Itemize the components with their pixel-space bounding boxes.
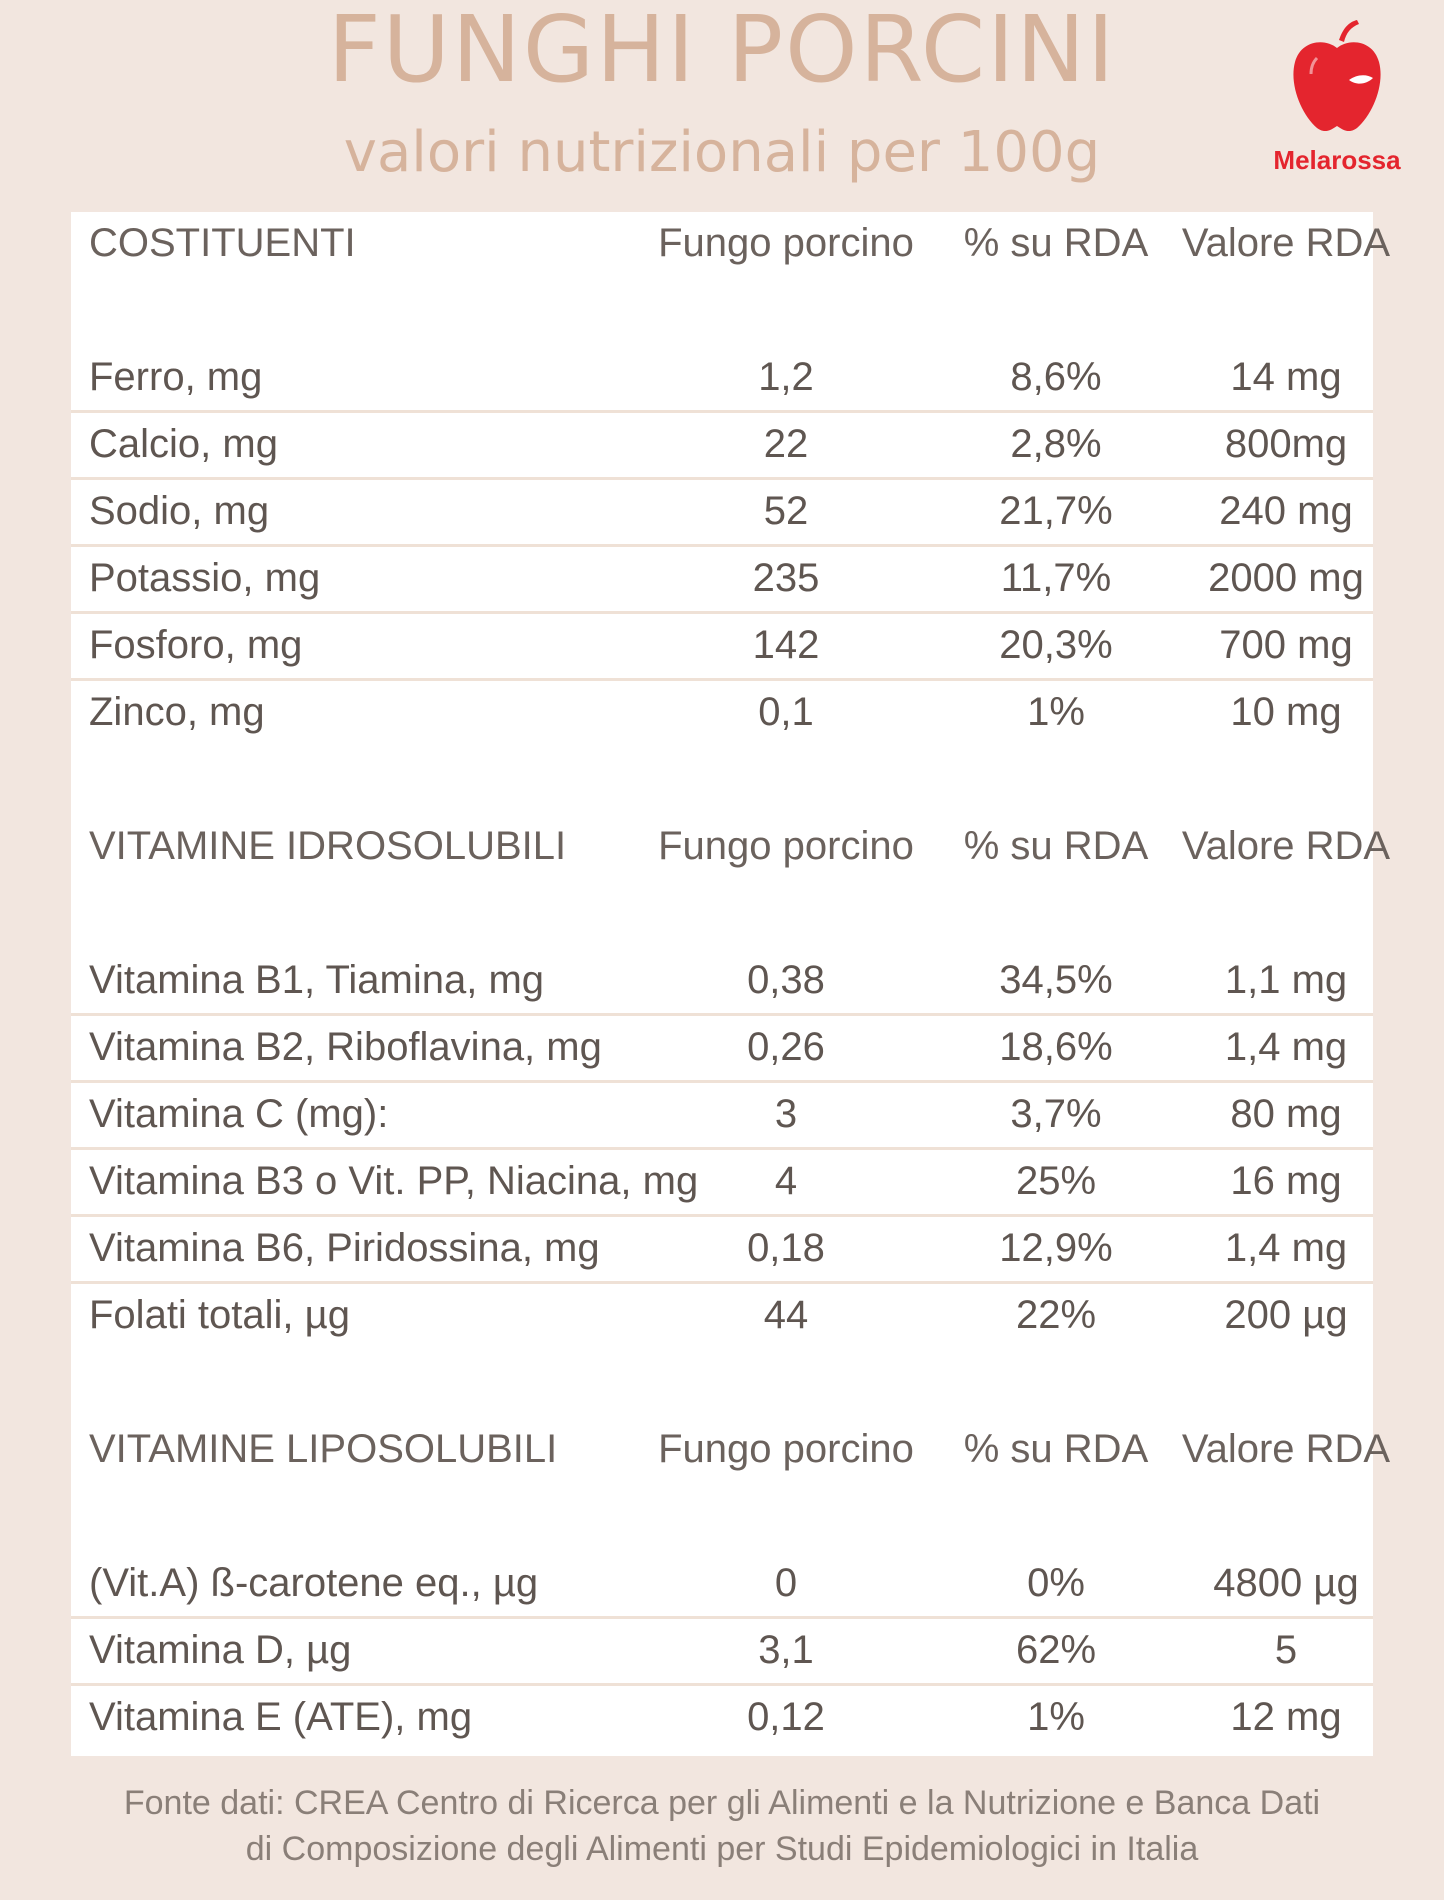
nutrient-rda-value: 700 mg <box>1219 623 1353 667</box>
nutrient-pct-rda: 1% <box>1027 690 1085 734</box>
nutrient-pct-rda: 8,6% <box>1010 355 1102 399</box>
table-row <box>71 545 1373 614</box>
page-subtitle: valori nutrizionali per 100g <box>343 120 1101 185</box>
apple-icon <box>1287 18 1387 136</box>
section-heading: VITAMINE IDROSOLUBILI <box>89 824 567 868</box>
column-header-food: Fungo porcino <box>658 221 914 265</box>
table-row <box>71 947 1373 1016</box>
section-header <box>71 1416 1391 1482</box>
nutrient-name: Vitamina B6, Piridossina, mg <box>89 1226 600 1270</box>
nutrient-amount: 0,18 <box>747 1226 825 1270</box>
nutrient-amount: 22 <box>763 422 809 466</box>
nutrient-pct-rda: 25% <box>1015 1159 1097 1203</box>
section-header <box>71 813 1391 879</box>
nutrient-rda-value: 16 mg <box>1230 1159 1342 1203</box>
nutrient-rda-value: 800mg <box>1224 422 1348 466</box>
nutrition-table <box>71 212 1391 1756</box>
nutrient-name: Sodio, mg <box>89 489 270 533</box>
brand-name: Melarossa <box>1273 145 1401 175</box>
nutrient-name: (Vit.A) ß-carotene eq., µg <box>89 1561 539 1605</box>
nutrient-name: Vitamina B1, Tiamina, mg <box>89 958 545 1002</box>
nutrient-rda-value: 240 mg <box>1219 489 1353 533</box>
nutrient-pct-rda: 18,6% <box>999 1025 1113 1069</box>
source-note <box>0 1780 1444 1872</box>
column-header-pct-rda: % su RDA <box>963 221 1149 265</box>
column-header-rda-value: Valore RDA <box>1181 824 1391 868</box>
nutrient-amount: 4 <box>774 1159 798 1203</box>
nutrient-amount: 0,38 <box>747 958 825 1002</box>
nutrient-amount: 0,26 <box>747 1025 825 1069</box>
source-line-2: di Composizione degli Alimenti per Studi Epidemiologici in Italia <box>245 1830 1199 1868</box>
nutrient-name: Vitamina E (ATE), mg <box>89 1695 473 1739</box>
nutrient-name: Zinco, mg <box>89 690 265 734</box>
nutrient-pct-rda: 22% <box>1015 1293 1097 1337</box>
nutrient-rda-value: 80 mg <box>1230 1092 1342 1136</box>
nutrient-name: Potassio, mg <box>89 556 321 600</box>
table-row <box>71 1215 1373 1284</box>
table-row <box>71 478 1373 547</box>
nutrient-name: Vitamina C (mg): <box>89 1092 389 1136</box>
nutrient-pct-rda: 62% <box>1015 1628 1097 1672</box>
nutrient-rda-value: 4800 µg <box>1213 1561 1359 1605</box>
table-row <box>71 1617 1373 1686</box>
section-heading: COSTITUENTI <box>89 221 356 265</box>
table-row <box>71 1148 1373 1217</box>
nutrient-amount: 142 <box>752 623 820 667</box>
column-header-food: Fungo porcino <box>658 1427 914 1471</box>
page-title: FUNGHI PORCINI <box>327 0 1117 103</box>
nutrient-pct-rda: 1% <box>1027 1695 1085 1739</box>
table-row <box>71 1282 1373 1348</box>
nutrient-rda-value: 1,1 mg <box>1224 958 1348 1002</box>
nutrient-name: Folati totali, µg <box>89 1293 350 1337</box>
nutrient-pct-rda: 34,5% <box>999 958 1113 1002</box>
nutrient-rda-value: 10 mg <box>1230 690 1342 734</box>
nutrient-pct-rda: 12,9% <box>999 1226 1113 1270</box>
nutrient-amount: 0,1 <box>758 690 814 734</box>
table-row <box>71 1684 1373 1750</box>
nutrient-pct-rda: 11,7% <box>1000 556 1112 600</box>
table-row <box>71 1550 1373 1619</box>
source-line-1: Fonte dati: CREA Centro di Ricerca per gli Alimenti e la Nutrizione e Banca Dati <box>123 1784 1321 1822</box>
brand-logo[interactable] <box>1262 18 1412 183</box>
column-header-rda-value: Valore RDA <box>1181 221 1391 265</box>
nutrient-pct-rda: 20,3% <box>999 623 1113 667</box>
table-row <box>71 679 1373 745</box>
nutrient-amount: 44 <box>763 1293 809 1337</box>
nutrient-amount: 235 <box>752 556 820 600</box>
nutrient-name: Fosforo, mg <box>89 623 303 667</box>
nutrient-rda-value: 12 mg <box>1230 1695 1342 1739</box>
nutrient-pct-rda: 0% <box>1027 1561 1085 1605</box>
nutrient-rda-value: 1,4 mg <box>1224 1025 1348 1069</box>
nutrient-amount: 1,2 <box>758 355 814 399</box>
nutrient-name: Vitamina B2, Riboflavina, mg <box>89 1025 602 1069</box>
nutrient-rda-value: 14 mg <box>1230 355 1342 399</box>
nutrient-name: Vitamina D, µg <box>89 1628 352 1672</box>
nutrient-rda-value: 2000 mg <box>1208 556 1364 600</box>
nutrient-amount: 52 <box>763 489 809 533</box>
nutrient-pct-rda: 2,8% <box>1010 422 1102 466</box>
nutrient-pct-rda: 3,7% <box>1010 1092 1102 1136</box>
nutrient-name: Vitamina B3 o Vit. PP, Niacina, mg <box>89 1159 699 1203</box>
nutrient-name: Ferro, mg <box>89 355 263 399</box>
table-row <box>71 1081 1373 1150</box>
nutrient-amount: 0 <box>774 1561 798 1605</box>
column-header-pct-rda: % su RDA <box>963 1427 1149 1471</box>
nutrient-amount: 3 <box>774 1092 798 1136</box>
column-header-rda-value: Valore RDA <box>1181 1427 1391 1471</box>
nutrient-rda-value: 1,4 mg <box>1224 1226 1348 1270</box>
table-row <box>71 411 1373 480</box>
table-row <box>71 344 1373 413</box>
section-heading: VITAMINE LIPOSOLUBILI <box>89 1427 558 1471</box>
table-row <box>71 612 1373 681</box>
column-header-pct-rda: % su RDA <box>963 824 1149 868</box>
section-header <box>71 210 1391 276</box>
column-header-food: Fungo porcino <box>658 824 914 868</box>
nutrient-name: Calcio, mg <box>89 422 278 466</box>
nutrient-pct-rda: 21,7% <box>999 489 1113 533</box>
nutrient-rda-value: 200 µg <box>1224 1293 1348 1337</box>
table-row <box>71 1014 1373 1083</box>
nutrient-amount: 3,1 <box>758 1628 814 1672</box>
nutrient-amount: 0,12 <box>747 1695 825 1739</box>
nutrient-rda-value: 5 <box>1274 1628 1298 1672</box>
